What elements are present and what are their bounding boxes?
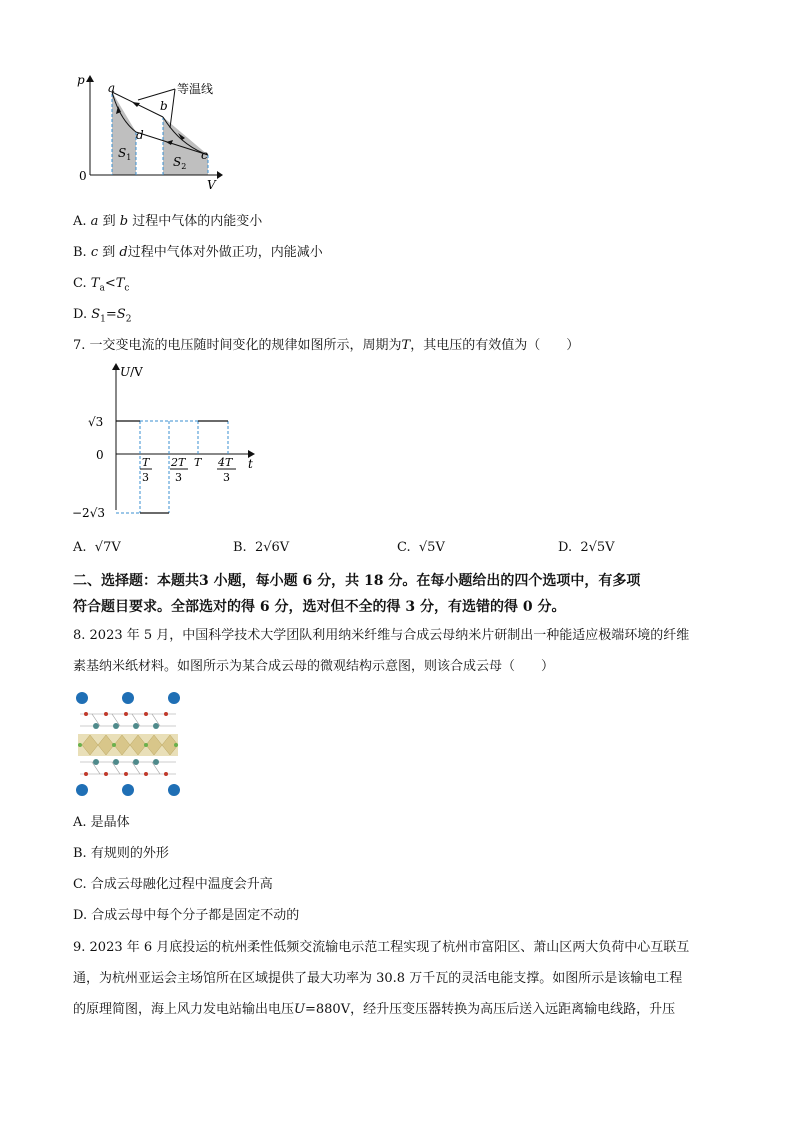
q8-option-c[interactable]: C. 合成云母融化过程中温度会升高: [73, 877, 273, 892]
u-axis-label: U/V: [120, 365, 143, 379]
s2-label: $S_2$: [173, 155, 187, 171]
q6-option-a[interactable]: A. a 到 b 过程中气体的内能变小: [73, 214, 263, 229]
atom: [122, 692, 134, 704]
mica-structure-image: [72, 686, 184, 801]
atom: [168, 692, 180, 704]
tick2-num: 2T: [171, 456, 186, 469]
atom: [76, 692, 88, 704]
arrow-a-b: [132, 102, 140, 107]
octahedral-layer: [78, 734, 178, 756]
t-axis-label: t: [248, 457, 253, 471]
v-axis-label: V: [207, 178, 216, 192]
v-axis-arrow: [217, 171, 223, 179]
q6-option-b[interactable]: B. c 到 d过程中气体对外做正功，内能减小: [73, 245, 323, 260]
origin-label: 0: [96, 448, 104, 462]
y-neg-label: −2√3: [72, 506, 105, 520]
isotherm-pointer-1: [138, 89, 175, 100]
q9-stem-line1: 9. 2023 年 6 月底投运的杭州柔性低频交流输电示范工程实现了杭州市富阳区、萧山区两大负荷中心互联互: [73, 940, 690, 955]
atom: [122, 784, 134, 796]
q8-option-b[interactable]: B. 有规则的外形: [73, 846, 169, 861]
q9-stem-line3: 的原理简图，海上风力发电站输出电压U=880V，经升压变压器转换为高压后送入远距离输电线路，升压: [73, 1002, 676, 1017]
ut-graph: [70, 360, 270, 525]
section2-heading-line2: 符合题目要求。全部选对的得 6 分，选对但不全的得 3 分，有选错的得 0 分。: [73, 599, 566, 615]
q7-option-a[interactable]: A. √7V: [73, 540, 121, 555]
tick1-den: 3: [142, 471, 149, 484]
origin-label: 0: [79, 169, 87, 183]
point-a-label: a: [108, 81, 116, 95]
y-pos-label: √3: [88, 415, 104, 429]
atom: [168, 784, 180, 796]
tick3-label: T: [194, 456, 202, 469]
tick1-num: T: [142, 456, 150, 469]
u-axis-arrow: [112, 363, 120, 370]
point-b-label: b: [160, 99, 168, 113]
q8-option-a[interactable]: A. 是晶体: [73, 815, 130, 830]
p-axis-arrow: [86, 75, 94, 82]
q9-stem-line2: 通，为杭州亚运会主场馆所在区域提供了最大功率为 30.8 万千瓦的灵活电能支撑。如图所示是该输电工程: [73, 971, 683, 986]
q8-option-d[interactable]: D. 合成云母中每个分子都是固定不动的: [73, 908, 300, 923]
q6-option-d[interactable]: D. $S_1=S_2$: [73, 307, 132, 325]
q7-option-b[interactable]: B. 2√6V: [233, 540, 290, 555]
point-c-label: c: [201, 148, 208, 162]
p-axis-label: p: [77, 73, 85, 87]
q8-stem-line1: 8. 2023 年 5 月，中国科学技术大学团队利用纳米纤维与合成云母纳米片研制出一种能适应极端环境的纤维: [73, 628, 690, 643]
tick4-num: 4T: [218, 456, 233, 469]
q8-stem-line2: 素基纳米纸材料。如图所示为某合成云母的微观结构示意图，则该合成云母（ ）: [73, 659, 555, 674]
s1-shaded-area: [112, 92, 136, 175]
q7-option-d[interactable]: D. 2√5V: [558, 540, 615, 555]
s1-label: $S_1$: [118, 146, 132, 162]
q7-stem: 7. 一交变电流的电压随时间变化的规律如图所示，周期为T，其电压的有效值为（ ）: [73, 338, 580, 353]
isotherm-pointer-2: [170, 89, 175, 128]
q7-option-c[interactable]: C. √5V: [397, 540, 445, 555]
section2-heading-line1: 二、选择题：本题共3 小题，每小题 6 分，共 18 分。在每小题给出的四个选项中，有多项: [73, 573, 641, 589]
q6-option-c[interactable]: C. $T_a<T_c$: [73, 276, 130, 294]
point-d-label: d: [136, 128, 144, 142]
tick2-den: 3: [175, 471, 182, 484]
pv-graph: [70, 70, 230, 192]
tick4-den: 3: [223, 471, 230, 484]
atom: [76, 784, 88, 796]
isotherm-label: 等温线: [177, 82, 214, 96]
